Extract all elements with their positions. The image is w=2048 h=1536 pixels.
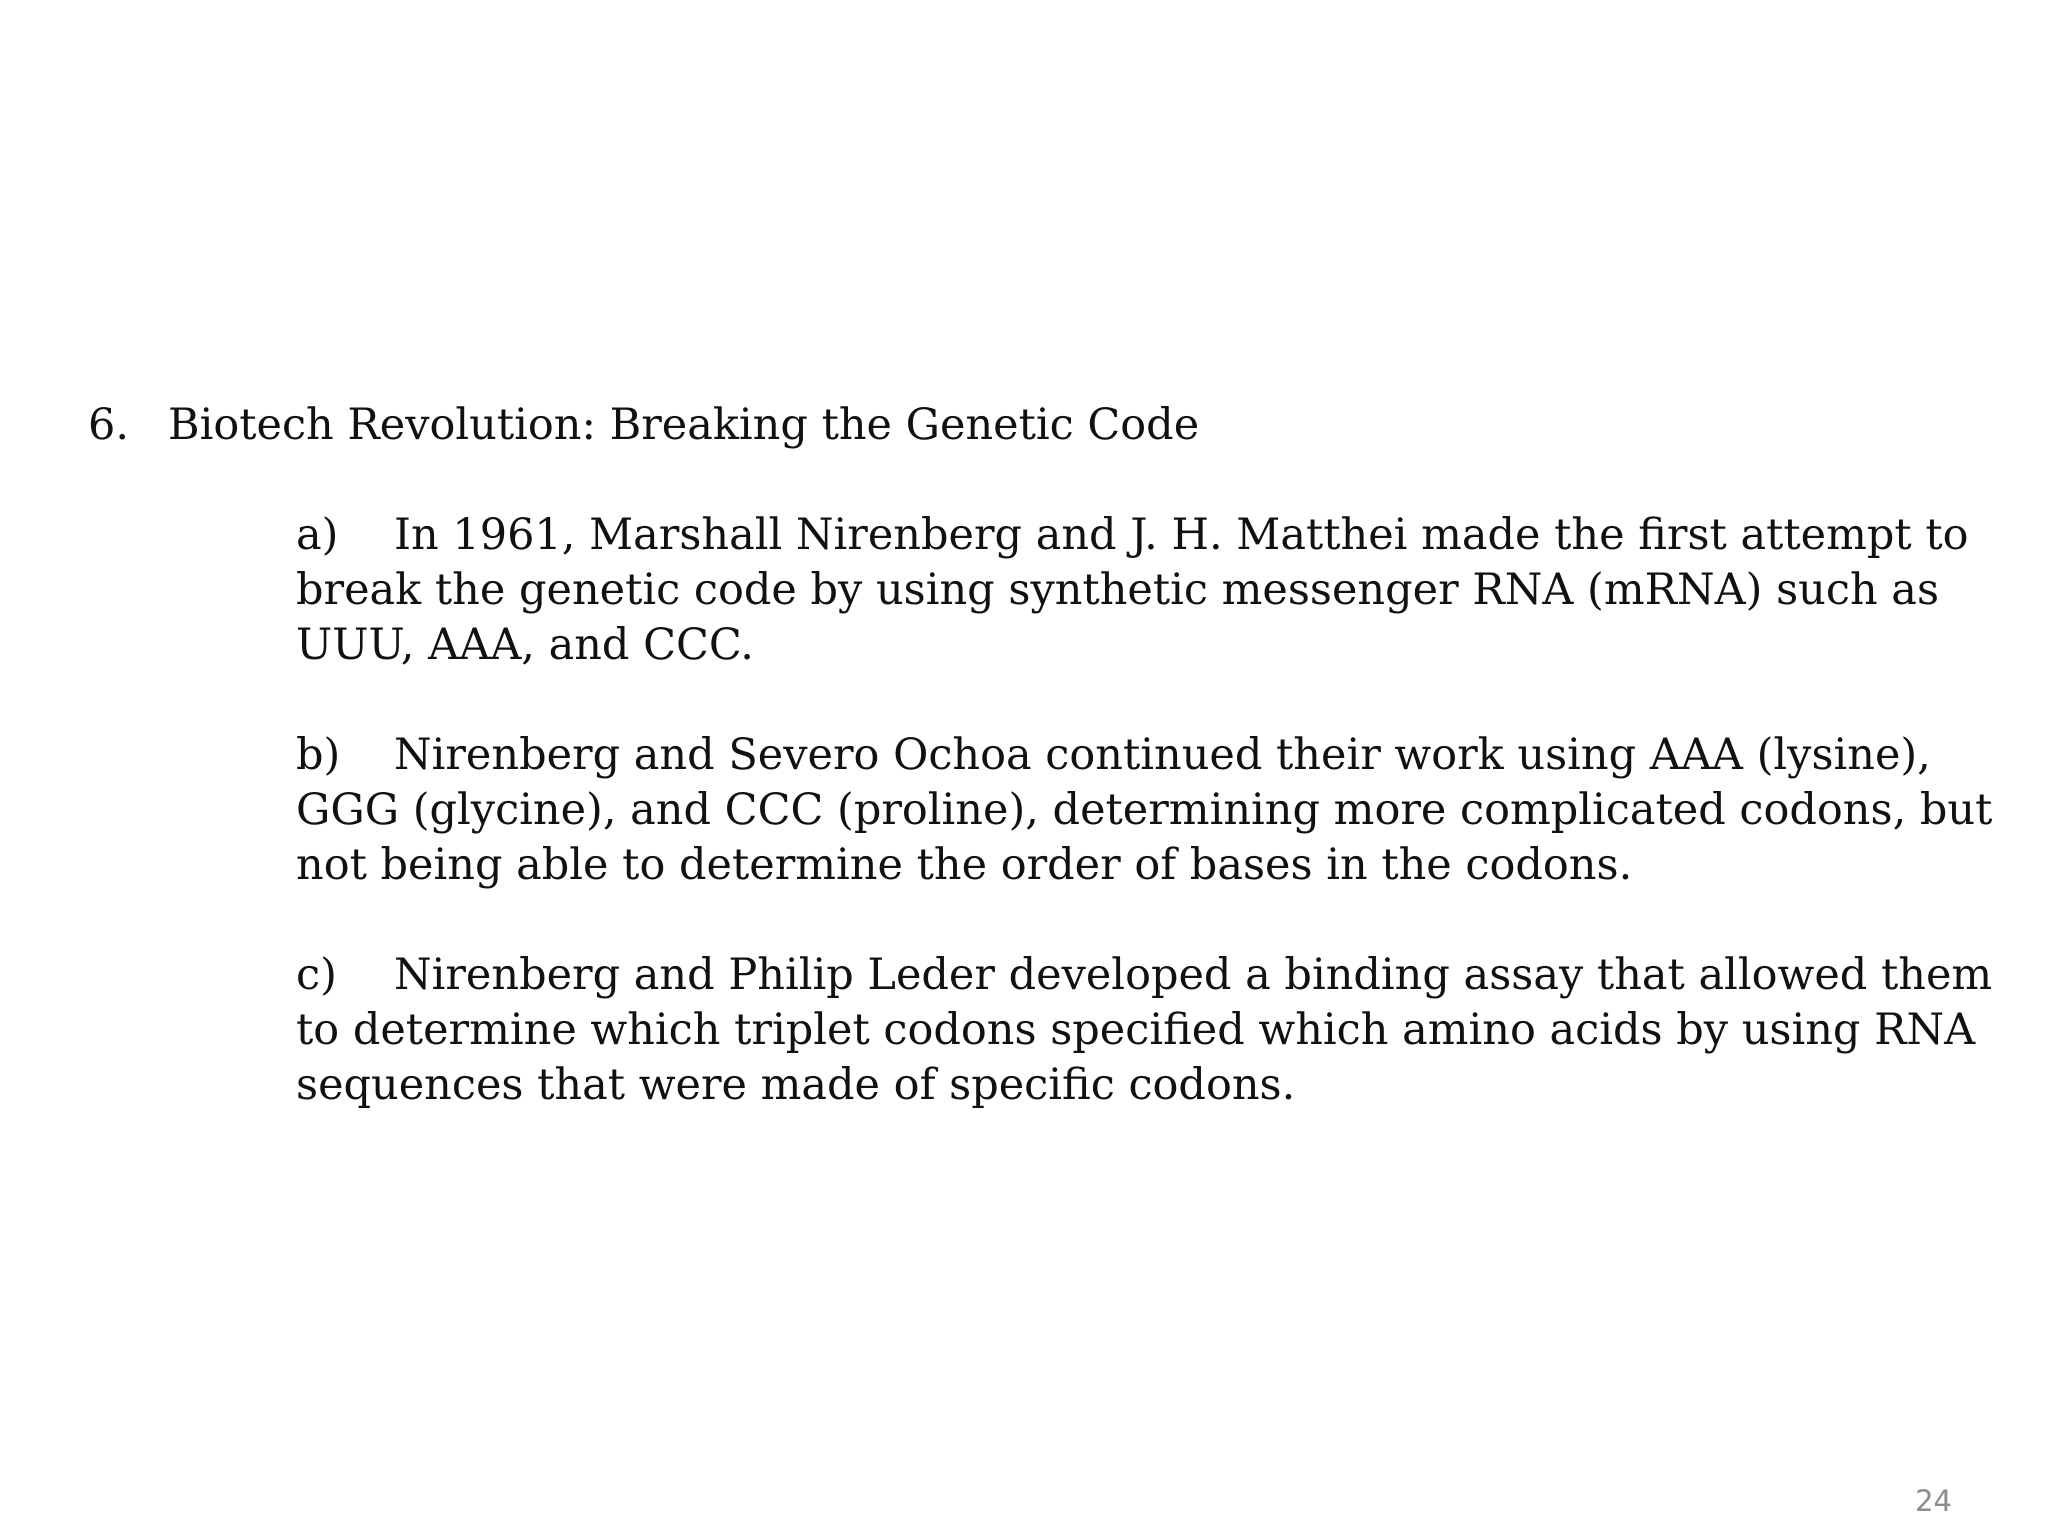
item-list <box>296 508 1996 1168</box>
item-text: Nirenberg and Severo Ochoa continued their work using AAA (lysine), GGG (glycine), and CCC (proline), determining more complicated codons, but not being able to determine the order of bases in the codons. <box>296 730 1993 890</box>
list-item-b <box>296 728 1996 893</box>
list-item-c <box>296 948 1996 1113</box>
list-item-a <box>296 508 1996 673</box>
item-marker: c) <box>296 950 337 1000</box>
page-number: 24 <box>1915 1484 1952 1518</box>
item-marker: a) <box>296 510 339 560</box>
heading-text: Biotech Revolution: Breaking the Genetic Code <box>168 400 1200 450</box>
item-text: In 1961, Marshall Nirenberg and J. H. Matthei made the first attempt to break the genetic code by using synthetic messenger RNA (mRNA) such as UUU, AAA, and CCC. <box>296 510 1969 670</box>
heading-number: 6. <box>88 400 130 450</box>
item-text: Nirenberg and Philip Leder developed a binding assay that allowed them to determine which triplet codons specified which amino acids by using RNA sequences that were made of specific codons. <box>296 950 1993 1110</box>
section-heading <box>88 398 1948 453</box>
item-marker: b) <box>296 730 341 780</box>
